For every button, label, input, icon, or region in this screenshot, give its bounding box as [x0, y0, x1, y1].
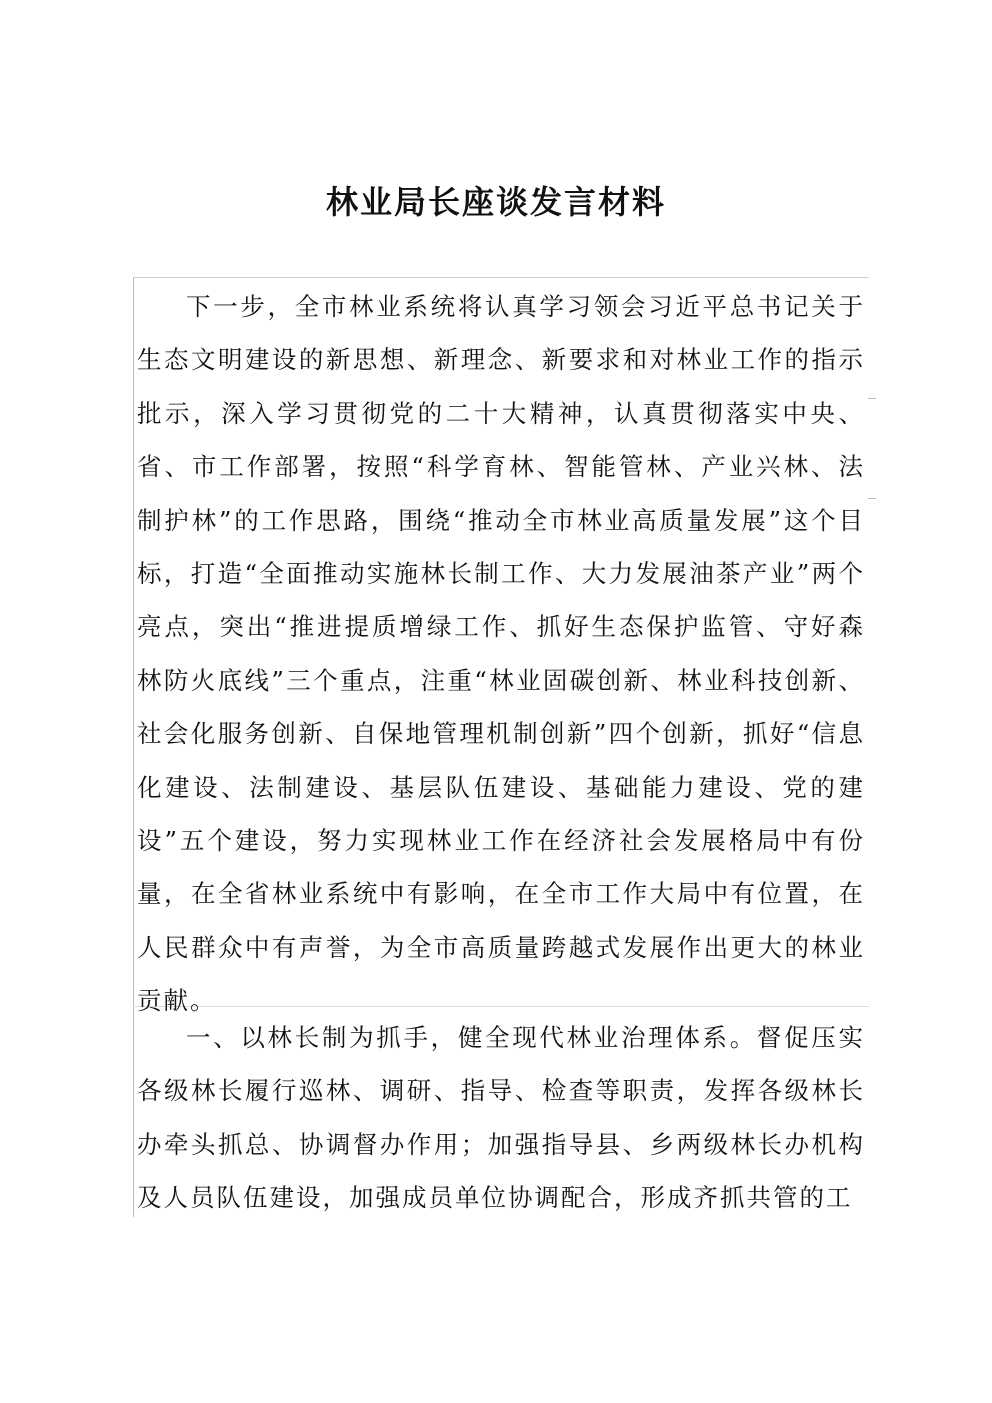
- margin-mark: [868, 398, 876, 399]
- margin-mark: [868, 498, 876, 499]
- frame-left-border: [133, 277, 134, 1217]
- frame-top-border: [133, 277, 869, 278]
- body-paragraph: 一、以林长制为抓手，健全现代林业治理体系。督促压实各级林长履行巡林、调研、指导、检查等职责，发挥各级林长办牵头抓总、协调督办作用；加强指导县、乡两级林长办机构及人员队伍建设，加强成员单位协调配合，形成齐抓共管的工: [137, 1023, 865, 1213]
- page-title: 林业局长座谈发言材料: [325, 183, 666, 221]
- body-paragraph: 下一步，全市林业系统将认真学习领会习近平总书记关于生态文明建设的新思想、新理念、新要求和对林业工作的指示批示，深入学习贯彻党的二十大精神，认真贯彻落实中央、省、市工作部署，按照“科学育林、智能管林、产业兴林、法制护林”的工作思路，围绕“推动全市林业高质量发展”这个目标，打造“全面推动实施林长制工作、大力发展油茶产业”两个亮点，突出“推进提质增绿工作、抓好生态保护监管、守好森林防火底线”三个重点，注重“林业固碳创新、林业科技创新、社会化服务创新、自保地管理机制创新”四个创新，抓好“信息化建设、法制建设、基层队伍建设、基础能力建设、党的建设”五个建设，努力实现林业工作在经济社会发展格局中有份量，在全省林业系统中有影响，在全市工作大局中有位置，在人民群众中有声誉，为全市高质量跨越式发展作出更大的林业贡献。: [137, 292, 865, 1016]
- text-frame: [133, 277, 869, 1217]
